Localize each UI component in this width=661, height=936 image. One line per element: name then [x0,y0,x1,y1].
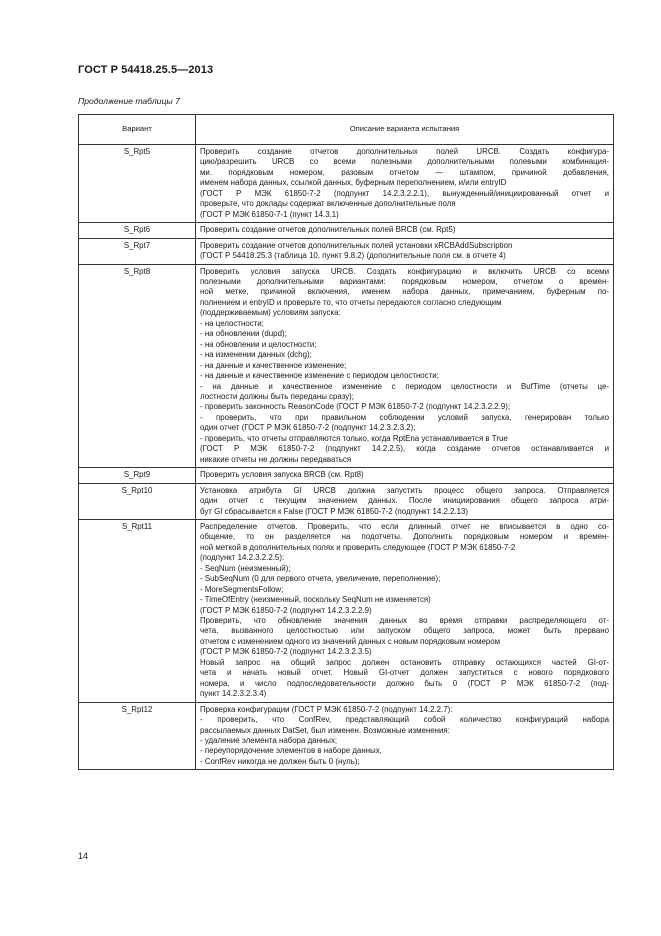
description-line: Новый запрос на общий запрос должен остановить отправку остающихся частей GI-от- [200,657,609,667]
description-line: чета, вызванного целостностью или запуском общего запроса, может быть прервано [200,626,609,636]
description-line: - проверить, что отчеты отправляются только, когда RptEna устанавливается в True [200,433,508,443]
description-line: (ГОСТ Р МЭК 61850-7-2 (подпункт 14.2.2.5), когда создание отчетов останавливается и [200,444,609,454]
test-variants-table [78,114,614,770]
description-line: - на данные и качественное изменение с периодом целостности; [200,371,439,381]
description-line: номера, и число подпоследовательности должно быть 0 (ГОСТ Р МЭК 61850-7-2 (под- [200,678,609,688]
description-line: - на целостности; [200,318,264,328]
description-line: - на изменении данных (dchg); [200,350,312,360]
variant-cell: S_Rpt9 [79,468,196,483]
description-line: (ГОСТ Р МЭК 61850-7-2 (подпункт 14.2.3.2.2.1), вынужденный/инициированный отчет и [200,188,609,198]
description-line: ной метке, причиной включения, именем набора данных, примечанием, буферным по- [200,287,609,297]
description-line: ми. порядковым номером, разовым отчетом — штампом, причиной добавления, [200,167,609,177]
description-line: - проверить, что при правильном соблюдении условий запуска, генерирован только [200,412,609,422]
table-row [79,702,614,770]
description-cell [196,519,614,702]
table-row [79,145,614,223]
description-line: Проверить создание отчетов дополнительных полей BRCB (см. Rpt5) [200,225,456,235]
description-line: полнением и entryID и проверьте то, что отчеты передаются согласно следующим [200,297,502,307]
description-line: - проверить законность ReasonCode (ГОСТ Р МЭК 61850-7-2 (подпункт 14.2.3.2.2.9); [200,402,511,412]
variant-cell: S_Rpt8 [79,264,196,468]
description-line: именем набора данных, ссылкой данных, буферным переполнением, и/или entryID [200,178,507,188]
description-cell [196,223,614,238]
variant-cell: S_Rpt7 [79,238,196,264]
description-line: - на обновлении (dupd); [200,329,287,339]
table-header-row [79,115,614,145]
description-cell [196,264,614,468]
description-line: - SubSeqNum (0 для первого отчета, увеличение, переполнение); [200,574,441,584]
table-caption: Продолжение таблицы 7 [78,96,180,106]
description-line: Распределение отчетов. Проверить, что если длинный отчет не вписывается в одно со- [200,521,609,531]
description-cell [196,702,614,770]
description-line: (ГОСТ Р МЭК 61850-7-2 (подпункт 14.2.3.2.2.9) [200,605,372,615]
description-line: один отчет с текущим значением данных. После инициирования общего запроса атри- [200,496,609,506]
description-line: пункт 14.2.3.2.3.4) [200,689,267,699]
variant-cell: S_Rpt5 [79,145,196,223]
description-line: бут GI сбрасывается к False (ГОСТ Р МЭК 61850-7-2 (подпункт 14.2.2.13) [200,506,469,516]
description-line: один отчет (ГОСТ Р МЭК 61850-7-2 (подпункт 14.2.3.2.3.2); [200,423,416,433]
description-line: чета и начать новый отчет. Новый GI-отчет должен запуститься с нового порядкового [200,668,609,678]
description-line: (подпункт 14.2.3.2.2.5): [200,553,285,563]
description-line: - TimeOfEntry (неизменный, поскольку SeqNum не изменяется) [200,595,431,605]
description-line: Проверить условия запуска URCB. Создать конфигурацию и включить URCB со всеми [200,266,609,276]
description-line: цию/разрешить URCB со всеми полезными дополнительными полевыми комбинация- [200,157,609,167]
variant-cell: S_Rpt12 [79,702,196,770]
description-line: Проверить создание отчетов дополнительных полей установки xRCBAddSubscription [200,240,513,250]
description-line: - MoreSegmentsFollow; [200,584,284,594]
variant-cell: S_Rpt11 [79,519,196,702]
description-line: - SeqNum (неизменный); [200,563,291,573]
description-line: никакие отчеты не должны передаваться [200,454,352,464]
document-header: ГОСТ Р 54418.25.5—2013 [78,64,214,76]
description-cell [196,468,614,483]
description-line: - удаление элемента набора данных; [200,736,338,746]
description-line: полезными дополнительными вариантами: порядковым номером, отчетом о времен- [200,276,609,286]
description-cell [196,483,614,519]
table-row [79,519,614,702]
column-header-variant: Вариант [79,115,196,145]
description-line: Проверить создание отчетов дополнительных полей URCB. Создать конфигура- [200,147,609,156]
description-line: общение, то он разделяется на подотчеты. Дополнить порядковым номером и времен- [200,532,609,542]
column-header-description: Описание варианта испытания [196,115,614,145]
description-line: Проверка конфигурации (ГОСТ Р МЭК 61850-7-2 (подпункт 14.2.2.7): [200,704,453,714]
table-row [79,468,614,483]
variant-cell: S_Rpt6 [79,223,196,238]
description-line: ной меткой в дополнительных полях и проверить следующее (ГОСТ Р МЭК 61850-7-2 [200,542,516,552]
description-cell [196,238,614,264]
table-row [79,223,614,238]
description-line: - ConfRev никогда не должен быть 0 (нуль); [200,756,360,766]
description-line: - на данные и качественное изменение; [200,360,347,370]
description-line: Проверить условия запуска BRCB (см. Rpt8) [200,470,364,480]
description-line: (ГОСТ Р 54418.25.3 (таблица 10, пункт 9.8.2) (дополнительные поля см. в отчете 4) [200,251,506,261]
description-line: (поддерживаемым) условиям запуска: [200,308,341,318]
description-line: лостности должны быть переданы сразу); [200,391,354,401]
table-row [79,483,614,519]
description-line: отчетом с изменением одного из значений данных с новым порядковым номером [200,636,501,646]
description-line: - переупорядочение элементов в наборе данных, [200,746,382,756]
description-line: - на данные и качественное изменение с периодом целостности и BufTime (отчеты це- [200,381,609,391]
page-number: 14 [78,851,89,861]
variant-cell: S_Rpt10 [79,483,196,519]
description-line: - на обновлении и целостности; [200,339,317,349]
table-row [79,264,614,468]
description-line: Проверить, что обновление значения данных во время отправки распределяющего от- [200,616,609,626]
table-row [79,238,614,264]
description-cell [196,145,614,223]
description-line: Установка атрибута GI URCB должна запустить процесс общего запроса. Отправляется [200,485,609,495]
description-line: рассылаемых данных DatSet, был изменен. Возможные изменения: [200,725,450,735]
description-line: (ГОСТ Р МЭК 61850-7-2 (подпункт 14.2.3.2.3.5) [200,647,372,657]
description-line: - проверить, что ConfRev, представляющий собой количество конфигураций набора [200,715,609,725]
description-line: (ГОСТ Р МЭК 61850-7-1 (пункт 14.3.1) [200,209,339,219]
description-line: проверьте, что доклады содержат включенные дополнительные поля [200,199,456,209]
